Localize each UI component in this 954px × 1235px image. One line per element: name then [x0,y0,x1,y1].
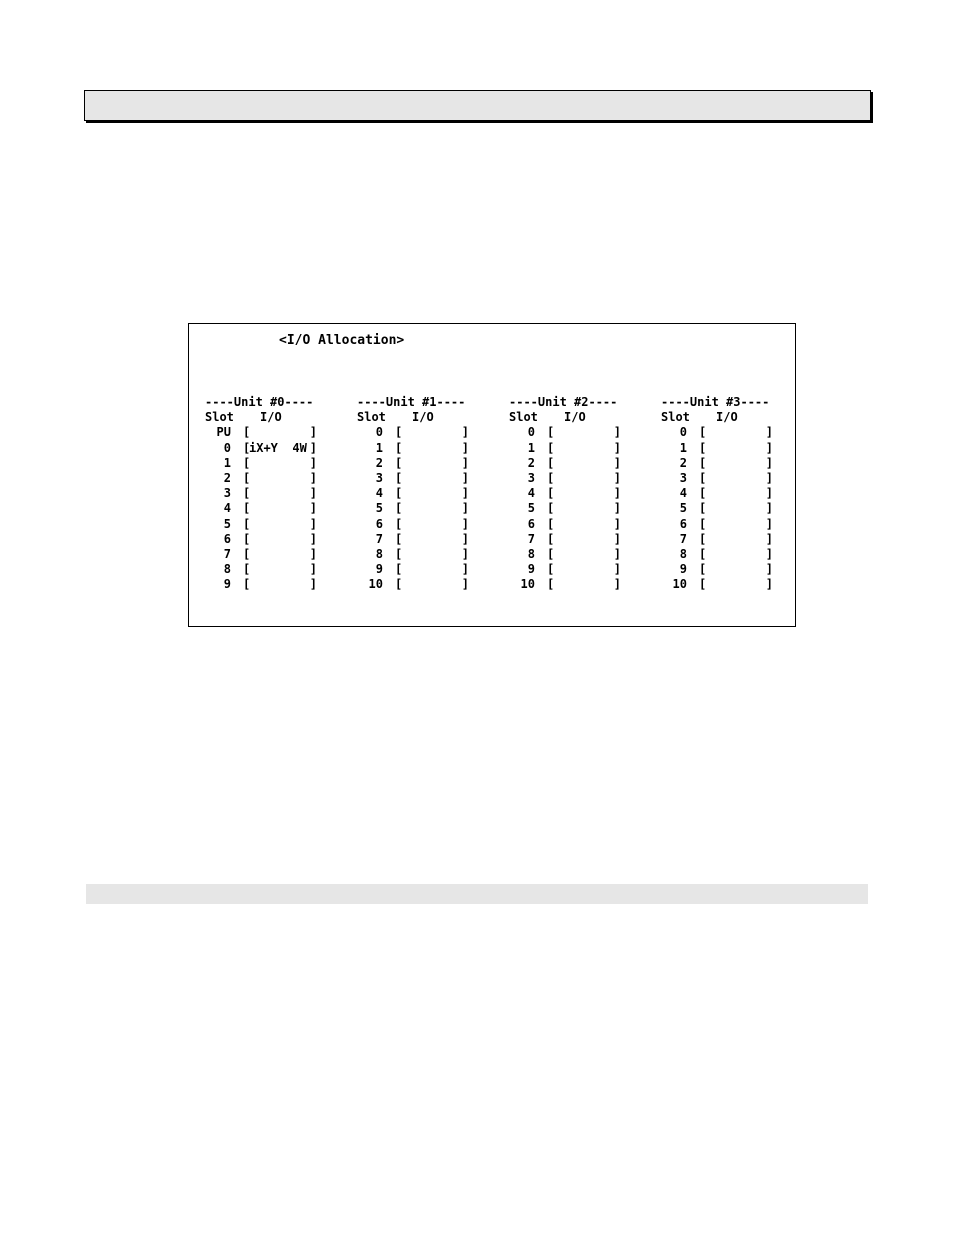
field-bracket-close: ] [309,486,317,501]
field-bracket-close: ] [309,440,317,455]
slot-row [357,562,497,577]
slot-number: 1 [679,440,687,455]
slot-number: 9 [375,562,383,577]
field-bracket-open: [ [547,440,555,455]
io-column-header: I/O [716,410,738,425]
io-assignment-field[interactable] [243,577,317,592]
slot-row [357,517,497,532]
field-bracket-open: [ [395,516,403,531]
field-bracket-open: [ [547,531,555,546]
field-bracket-close: ] [765,531,773,546]
io-assignment-field[interactable] [699,471,773,486]
slot-number: 0 [527,425,535,440]
field-bracket-open: [ [395,577,403,592]
field-bracket-close: ] [765,516,773,531]
field-bracket-close: ] [461,501,469,516]
slot-row [509,517,649,532]
field-bracket-close: ] [613,562,621,577]
field-bracket-open: [ [395,501,403,516]
io-assignment-field[interactable] [699,547,773,562]
io-assignment-value: iX+Y 4W [249,440,307,455]
slot-row [509,577,649,592]
unit-column-headers [205,410,345,425]
slot-row [661,441,801,456]
slot-row [661,456,801,471]
field-bracket-close: ] [309,501,317,516]
slot-number: 3 [223,486,231,501]
slot-number: 1 [223,455,231,470]
slot-number: 5 [527,501,535,516]
field-bracket-close: ] [309,577,317,592]
io-assignment-field[interactable] [243,471,317,486]
slot-number: 6 [223,531,231,546]
slot-row [357,532,497,547]
slot-row [357,547,497,562]
field-bracket-open: [ [547,516,555,531]
slot-row [205,577,345,592]
io-assignment-field[interactable] [395,456,469,471]
slot-number: 9 [223,577,231,592]
field-bracket-close: ] [461,531,469,546]
io-assignment-field[interactable] [395,562,469,577]
field-bracket-close: ] [309,425,317,440]
slot-column-header: Slot [661,410,690,425]
field-bracket-open: [ [547,562,555,577]
slot-row [357,456,497,471]
slot-row [509,501,649,516]
field-bracket-close: ] [613,516,621,531]
slot-number: 2 [527,455,535,470]
io-assignment-field[interactable] [243,441,317,456]
io-assignment-field[interactable] [395,547,469,562]
field-bracket-open: [ [243,562,251,577]
field-bracket-close: ] [765,440,773,455]
field-bracket-close: ] [461,516,469,531]
io-assignment-field[interactable] [699,577,773,592]
field-bracket-open: [ [395,562,403,577]
io-assignment-field[interactable] [699,501,773,516]
io-assignment-field[interactable] [243,517,317,532]
field-bracket-open: [ [547,501,555,516]
io-column-header: I/O [412,410,434,425]
field-bracket-open: [ [699,425,707,440]
slot-column-header: Slot [205,410,234,425]
slot-number: 3 [375,470,383,485]
slot-row [509,471,649,486]
field-bracket-open: [ [395,546,403,561]
io-assignment-field[interactable] [547,501,621,516]
slot-number: 4 [527,486,535,501]
slot-row [205,456,345,471]
slot-row [661,577,801,592]
slot-number: 9 [527,562,535,577]
io-column-header: I/O [564,410,586,425]
field-bracket-open: [ [699,546,707,561]
field-bracket-open: [ [395,470,403,485]
slot-row [509,562,649,577]
unit-panel-3 [661,395,801,592]
slot-number: 7 [527,531,535,546]
unit-header: ----Unit #1---- [357,395,466,409]
io-assignment-field[interactable] [699,517,773,532]
field-bracket-open: [ [243,425,251,440]
slot-number: 4 [679,486,687,501]
slot-row [509,425,649,440]
slot-row [661,425,801,440]
slot-row [205,532,345,547]
slot-number: 0 [375,425,383,440]
io-assignment-field[interactable] [243,501,317,516]
slot-number: 8 [527,546,535,561]
slot-number: 2 [375,455,383,470]
unit-column-headers [357,410,497,425]
io-assignment-field[interactable] [699,456,773,471]
slot-row [205,486,345,501]
field-bracket-open: [ [243,470,251,485]
slot-row [205,562,345,577]
io-assignment-field[interactable] [243,532,317,547]
slot-row [509,532,649,547]
slot-number: 8 [223,562,231,577]
field-bracket-close: ] [613,486,621,501]
io-assignment-field[interactable] [699,441,773,456]
slot-number: 6 [527,516,535,531]
slot-number: 8 [375,546,383,561]
slot-number: PU [216,425,231,440]
slot-row [661,517,801,532]
field-bracket-open: [ [547,425,555,440]
slot-row [357,577,497,592]
slot-number: 7 [375,531,383,546]
slot-row [205,517,345,532]
field-bracket-open: [ [547,546,555,561]
slot-row [661,547,801,562]
unit-column-headers [509,410,649,425]
field-bracket-close: ] [613,501,621,516]
field-bracket-close: ] [765,546,773,561]
slot-number: 6 [375,516,383,531]
field-bracket-close: ] [613,577,621,592]
slot-number: 1 [375,440,383,455]
field-bracket-close: ] [765,577,773,592]
field-bracket-close: ] [765,470,773,485]
slot-row [661,562,801,577]
io-assignment-field[interactable] [243,486,317,501]
io-assignment-field[interactable] [547,486,621,501]
slot-column-header: Slot [509,410,538,425]
slot-row [661,532,801,547]
slot-row [661,486,801,501]
field-bracket-close: ] [309,470,317,485]
field-bracket-open: [ [395,440,403,455]
slot-row [205,547,345,562]
slot-column-header: Slot [357,410,386,425]
slot-row [357,486,497,501]
field-bracket-close: ] [765,501,773,516]
slot-number: 0 [679,425,687,440]
slot-row [661,501,801,516]
field-bracket-open: [ [699,501,707,516]
slot-row [205,441,345,456]
field-bracket-open: [ [699,577,707,592]
field-bracket-open: [ [699,531,707,546]
io-assignment-field[interactable] [395,471,469,486]
field-bracket-close: ] [461,440,469,455]
field-bracket-open: [ [243,577,251,592]
field-bracket-open: [ [395,455,403,470]
io-assignment-field[interactable] [395,532,469,547]
slot-number: 7 [223,546,231,561]
field-bracket-close: ] [461,470,469,485]
io-assignment-field[interactable] [243,425,317,440]
field-bracket-close: ] [765,425,773,440]
unit-panel-2 [509,395,649,592]
slot-number: 3 [679,470,687,485]
io-assignment-field[interactable] [395,425,469,440]
field-bracket-close: ] [309,562,317,577]
slot-number: 5 [223,516,231,531]
slot-number: 8 [679,546,687,561]
slot-number: 4 [223,501,231,516]
field-bracket-close: ] [309,546,317,561]
unit-panel-1 [357,395,497,592]
io-assignment-field[interactable] [547,517,621,532]
slot-number: 2 [223,470,231,485]
io-assignment-field[interactable] [243,456,317,471]
field-bracket-close: ] [461,486,469,501]
slot-number: 3 [527,470,535,485]
io-assignment-field[interactable] [243,547,317,562]
slot-row [509,547,649,562]
field-bracket-open: [ [395,425,403,440]
slot-row [509,486,649,501]
field-bracket-open: [ [699,455,707,470]
field-bracket-close: ] [613,425,621,440]
slot-number: 7 [679,531,687,546]
unit-header: ----Unit #3---- [661,395,770,409]
field-bracket-close: ] [613,470,621,485]
slot-number: 0 [223,440,231,455]
slot-number: 6 [679,516,687,531]
field-bracket-open: [ [547,577,555,592]
io-assignment-field[interactable] [395,501,469,516]
io-assignment-field[interactable] [699,425,773,440]
field-bracket-close: ] [613,455,621,470]
screen-title: <I/O Allocation> [279,333,405,348]
slot-number: 4 [375,486,383,501]
slot-number: 5 [679,501,687,516]
slot-number: 10 [368,577,383,592]
slot-row [357,441,497,456]
slot-row [357,425,497,440]
slot-row [357,471,497,486]
io-assignment-field[interactable] [547,547,621,562]
field-bracket-open: [ [395,486,403,501]
field-bracket-close: ] [461,562,469,577]
field-bracket-open: [ [547,470,555,485]
field-bracket-open: [ [699,562,707,577]
unit-header: ----Unit #2---- [509,395,618,409]
field-bracket-close: ] [461,577,469,592]
field-bracket-open: [ [243,531,251,546]
slot-row [205,471,345,486]
unit-panel-0 [205,395,345,592]
io-assignment-field[interactable] [395,486,469,501]
unit-column-headers [661,410,801,425]
slot-number: 10 [520,577,535,592]
io-assignment-field[interactable] [395,577,469,592]
io-assignment-field[interactable] [699,562,773,577]
field-bracket-open: [ [243,440,251,455]
io-assignment-field[interactable] [699,532,773,547]
field-bracket-open: [ [243,455,251,470]
io-assignment-field[interactable] [547,441,621,456]
field-bracket-open: [ [395,531,403,546]
field-bracket-open: [ [243,486,251,501]
io-assignment-field[interactable] [547,532,621,547]
field-bracket-close: ] [765,562,773,577]
field-bracket-open: [ [243,546,251,561]
field-bracket-close: ] [309,455,317,470]
field-bracket-open: [ [699,470,707,485]
slot-row [509,441,649,456]
slot-row [509,456,649,471]
field-bracket-open: [ [699,440,707,455]
field-bracket-close: ] [461,455,469,470]
slot-number: 10 [672,577,687,592]
field-bracket-close: ] [613,546,621,561]
io-assignment-field[interactable] [547,425,621,440]
field-bracket-open: [ [243,516,251,531]
io-assignment-field[interactable] [547,562,621,577]
io-assignment-field[interactable] [547,456,621,471]
field-bracket-open: [ [547,486,555,501]
slot-row [205,501,345,516]
field-bracket-close: ] [613,440,621,455]
slot-number: 2 [679,455,687,470]
io-assignment-field[interactable] [547,471,621,486]
field-bracket-close: ] [461,425,469,440]
field-bracket-close: ] [765,455,773,470]
slot-number: 1 [527,440,535,455]
slot-row [661,471,801,486]
field-bracket-open: [ [699,486,707,501]
section-header-bar [84,90,871,121]
field-bracket-close: ] [309,516,317,531]
field-bracket-open: [ [547,455,555,470]
section-footer-bar [86,884,868,904]
io-assignment-field[interactable] [699,486,773,501]
unit-header: ----Unit #0---- [205,395,314,409]
io-assignment-field[interactable] [395,441,469,456]
field-bracket-open: [ [243,501,251,516]
io-assignment-field[interactable] [395,517,469,532]
field-bracket-close: ] [309,531,317,546]
field-bracket-close: ] [765,486,773,501]
io-assignment-field[interactable] [547,577,621,592]
io-assignment-field[interactable] [243,562,317,577]
io-column-header: I/O [260,410,282,425]
slot-number: 5 [375,501,383,516]
slot-row [205,425,345,440]
field-bracket-open: [ [699,516,707,531]
io-allocation-screen [188,323,796,627]
field-bracket-close: ] [461,546,469,561]
slot-row [357,501,497,516]
slot-number: 9 [679,562,687,577]
field-bracket-close: ] [613,531,621,546]
